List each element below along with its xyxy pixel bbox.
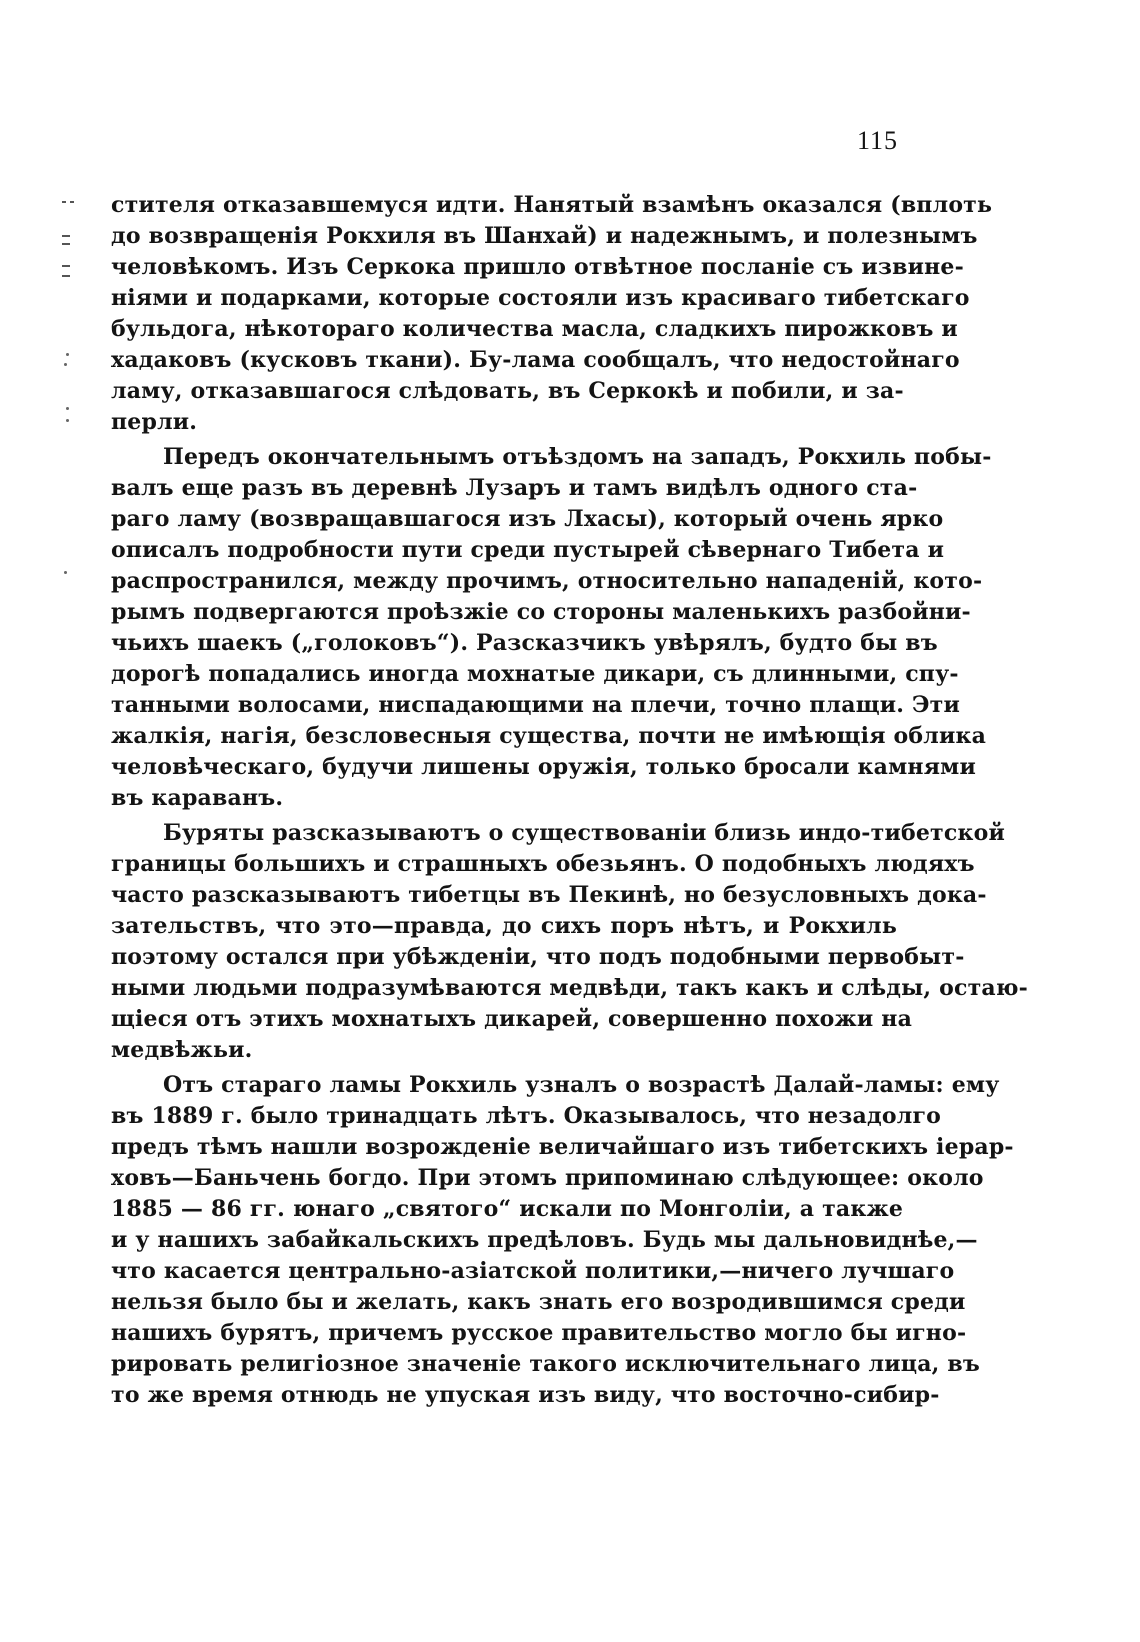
text-line: поэтому остался при убѣжденіи, что подъ подобными первобыт- bbox=[111, 944, 965, 970]
text-line: ламу, отказавшагося слѣдовать, въ Серкокѣ и побили, и за- bbox=[111, 378, 904, 404]
text-line: что касается центрально-азіатской политики,—ничего лучшаго bbox=[111, 1258, 955, 1284]
margin-speck bbox=[64, 363, 67, 366]
margin-mark bbox=[62, 243, 70, 245]
margin-mark bbox=[70, 201, 74, 203]
margin-speck bbox=[66, 407, 69, 410]
text-line: въ караванъ. bbox=[111, 785, 284, 811]
text-line: нельзя было бы и желать, какъ знать его возродившимся среди bbox=[111, 1289, 966, 1315]
margin-speck bbox=[66, 353, 69, 356]
paragraph bbox=[111, 190, 993, 438]
text-line: рымъ подвергаются проѣзжіе со стороны маленькихъ разбойни- bbox=[111, 599, 971, 625]
text-line: Передъ окончательнымъ отъѣздомъ на западъ, Рокхиль побы- bbox=[163, 444, 992, 470]
text-line: валъ еще разъ въ деревнѣ Лузаръ и тамъ видѣлъ одного ста- bbox=[111, 475, 918, 501]
text-line: щіеся отъ этихъ мохнатыхъ дикарей, совершенно похожи на bbox=[111, 1006, 913, 1032]
page-number: 115 bbox=[857, 126, 899, 155]
text-line: часто разсказываютъ тибетцы въ Пекинѣ, но безусловныхъ дока- bbox=[111, 882, 987, 908]
text-line: предъ тѣмъ нашли возрожденіе величайшаго изъ тибетскихъ іерар- bbox=[111, 1134, 1014, 1160]
text-line: бульдога, нѣкотораго количества масла, сладкихъ пирожковъ и bbox=[111, 316, 958, 342]
text-line: Отъ стараго ламы Рокхиль узналъ о возрастѣ Далай-ламы: ему bbox=[163, 1072, 1000, 1098]
text-line: ховъ—Баньчень богдо. При этомъ припоминаю слѣдующее: около bbox=[111, 1165, 984, 1191]
margin-mark bbox=[62, 275, 70, 277]
margin-mark bbox=[62, 235, 70, 237]
text-line: рировать религіозное значеніе такого исключительнаго лица, въ bbox=[111, 1351, 980, 1377]
text-line: то же время отнюдь не упуская изъ виду, что восточно-сибир- bbox=[111, 1382, 940, 1408]
text-line: границы большихъ и страшныхъ обезьянъ. О подобныхъ людяхъ bbox=[111, 851, 975, 877]
paragraph bbox=[111, 442, 992, 814]
text-line: стителя отказавшемуся идти. Нанятый взамѣнъ оказался (вплоть bbox=[111, 192, 993, 218]
text-line: нашихъ бурятъ, причемъ русское правительство могло бы игно- bbox=[111, 1320, 967, 1346]
text-line: перли. bbox=[111, 409, 198, 435]
text-line: зательствъ, что это—правда, до сихъ поръ нѣтъ, и Рокхиль bbox=[111, 913, 897, 939]
text-line: въ 1889 г. было тринадцать лѣтъ. Оказывалось, что незадолго bbox=[111, 1103, 942, 1129]
text-line: ными людьми подразумѣваются медвѣди, такъ какъ и слѣды, остаю- bbox=[111, 975, 1028, 1001]
text-line: медвѣжьи. bbox=[111, 1037, 253, 1063]
text-line: дорогѣ попадались иногда мохнатые дикари, съ длинными, спу- bbox=[111, 661, 959, 687]
paragraph bbox=[111, 1070, 1014, 1411]
text-line: раго ламу (возвращавшагося изъ Лхасы), который очень ярко bbox=[111, 506, 944, 532]
text-line: распространился, между прочимъ, относительно нападеній, кото- bbox=[111, 568, 983, 594]
text-line: и у нашихъ забайкальскихъ предѣловъ. Будь мы дальновиднѣе,— bbox=[111, 1227, 978, 1253]
text-line: описалъ подробности пути среди пустырей сѣвернаго Тибета и bbox=[111, 537, 945, 563]
body-text bbox=[111, 190, 1028, 1411]
text-line: жалкія, нагія, безсловесныя существа, почти не имѣющія облика bbox=[111, 723, 987, 749]
text-line: 1885 — 86 гг. юнаго „святого“ искали по Монголіи, а также bbox=[111, 1196, 904, 1222]
margin-speck bbox=[66, 419, 69, 422]
text-line: хадаковъ (кусковъ ткани). Бу-лама сообщалъ, что недостойнаго bbox=[111, 347, 960, 373]
text-line: до возвращенія Рокхиля въ Шанхай) и надежнымъ, и полезнымъ bbox=[111, 223, 978, 249]
text-line: танными волосами, ниспадающими на плечи, точно плащи. Эти bbox=[111, 692, 961, 718]
margin-speck bbox=[64, 571, 67, 574]
text-line: чьихъ шаекъ („голоковъ“). Разсказчикъ увѣрялъ, будто бы въ bbox=[111, 630, 938, 656]
text-line: человѣческаго, будучи лишены оружія, только бросали камнями bbox=[111, 754, 976, 780]
text-line: Буряты разсказываютъ о существованіи близь индо-тибетской bbox=[163, 820, 1005, 846]
margin-mark bbox=[62, 201, 66, 203]
paragraph bbox=[111, 818, 1028, 1066]
text-line: человѣкомъ. Изъ Серкока пришло отвѣтное посланіе съ извине- bbox=[111, 254, 964, 280]
margin-mark bbox=[62, 265, 70, 267]
text-line: ніями и подарками, которые состояли изъ красиваго тибетскаго bbox=[111, 285, 970, 311]
